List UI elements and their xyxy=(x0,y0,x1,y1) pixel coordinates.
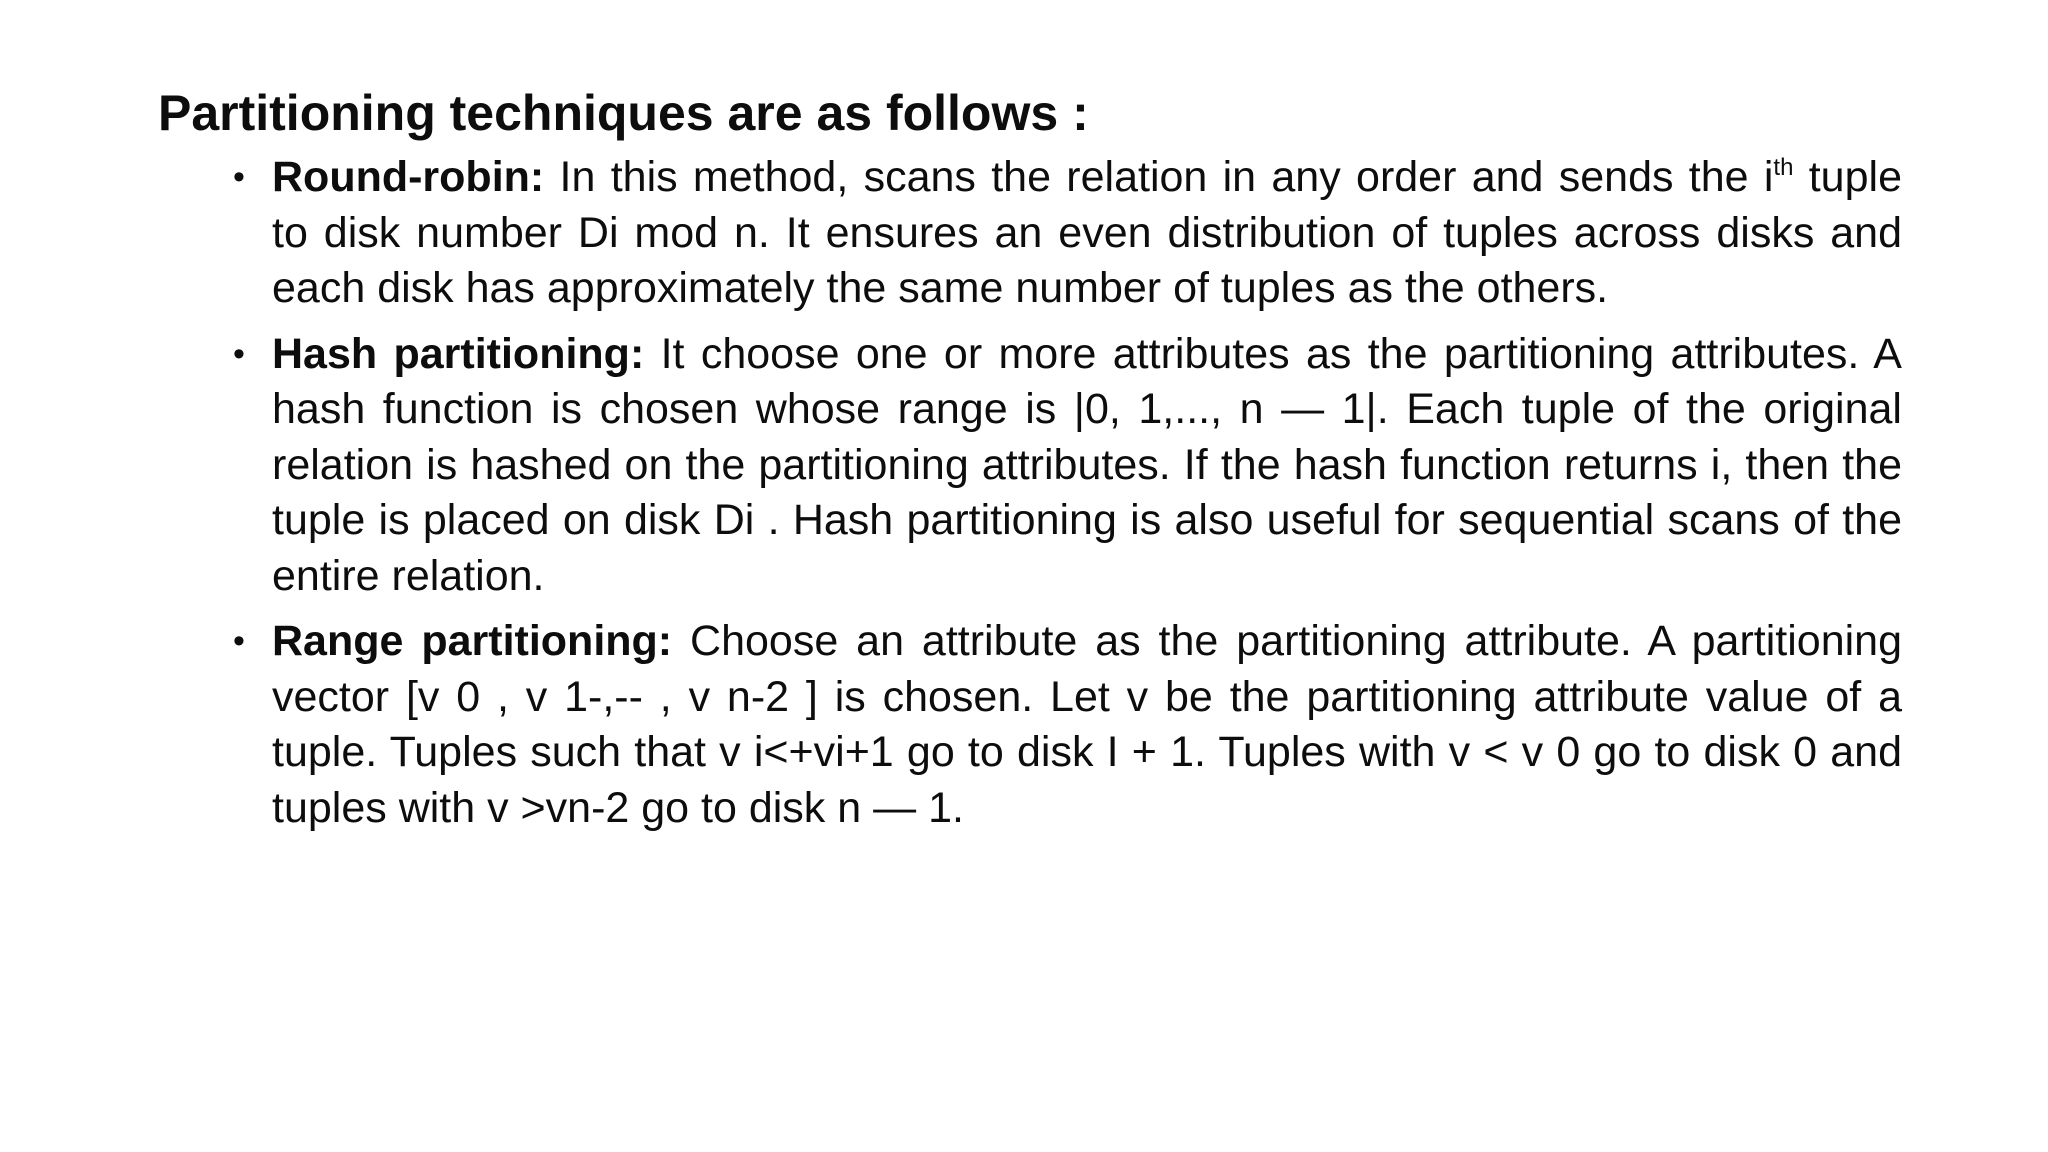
bullet-list xyxy=(233,150,1902,846)
bullet-hash-partitioning xyxy=(233,327,1902,605)
bullet-text: In this method, scans the relation in any order and sends the i xyxy=(544,153,1774,201)
superscript: th xyxy=(1773,154,1794,181)
bullet-glyph: • xyxy=(233,622,245,660)
bullet-range-partitioning xyxy=(233,614,1902,836)
bullet-term: Hash partitioning: xyxy=(272,329,645,378)
bullet-glyph: • xyxy=(233,334,245,373)
bullet-glyph: • xyxy=(233,158,245,196)
bullet-round-robin xyxy=(233,150,1902,317)
bullet-text: Choose an attribute as the partitioning attribute. A partitioning vector [v 0 , v 1-,-- , v n-2 ] is chosen. Let v be the partitioning attribute value of a tuple. Tuples such that v i<+vi+1 go to disk I + 1. Tuples with v < v 0 go to disk 0 and tuples with v >vn-2 go to disk n — 1. xyxy=(272,617,1902,832)
slide-heading: Partitioning techniques are as follows : xyxy=(158,85,1089,141)
bullet-text-continued: tuple to disk number Di mod n. It ensures an even distribution of tuples across disks and each disk has approximately the same number of tuples as the others. xyxy=(272,153,1902,312)
bullet-text: It choose one or more attributes as the partitioning attributes. A hash function is chosen whose range is |0, 1,..., n — 1|. Each tuple of the original relation is hashed on the partitioning attributes. If the hash function returns i, then the tuple is placed on disk Di . Hash partitioning is also useful for sequential scans of the entire relation. xyxy=(272,329,1902,600)
bullet-term: Round-robin: xyxy=(272,153,545,201)
bullet-term: Range partitioning: xyxy=(272,617,673,665)
